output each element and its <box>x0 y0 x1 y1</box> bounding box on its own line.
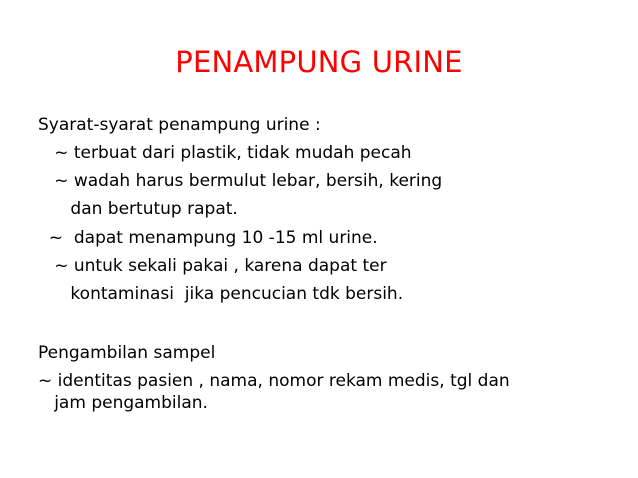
body-line-single-use: ~ untuk sekali pakai , karena dapat ter <box>38 256 387 276</box>
body-line-single-use-cont: kontaminasi jika pencucian tdk bersih. <box>38 284 404 304</box>
body-line-identity: ~ identitas pasien , nama, nomor rekam medis, tgl dan <box>38 371 510 391</box>
body-line-sampling-heading: Pengambilan sampel <box>38 343 216 363</box>
slide-title: PENAMPUNG URINE <box>175 45 463 79</box>
body-line-capacity: ~ dapat menampung 10 -15 ml urine. <box>38 228 378 248</box>
body-line-plastic: ~ terbuat dari plastik, tidak mudah pecah <box>38 143 412 163</box>
body-line-requirements-heading: Syarat-syarat penampung urine : <box>38 115 321 135</box>
body-line-identity-cont: jam pengambilan. <box>38 393 208 413</box>
body-line-wide-mouth-cont: dan bertutup rapat. <box>38 199 238 219</box>
body-line-wide-mouth: ~ wadah harus bermulut lebar, bersih, kering <box>38 171 443 191</box>
